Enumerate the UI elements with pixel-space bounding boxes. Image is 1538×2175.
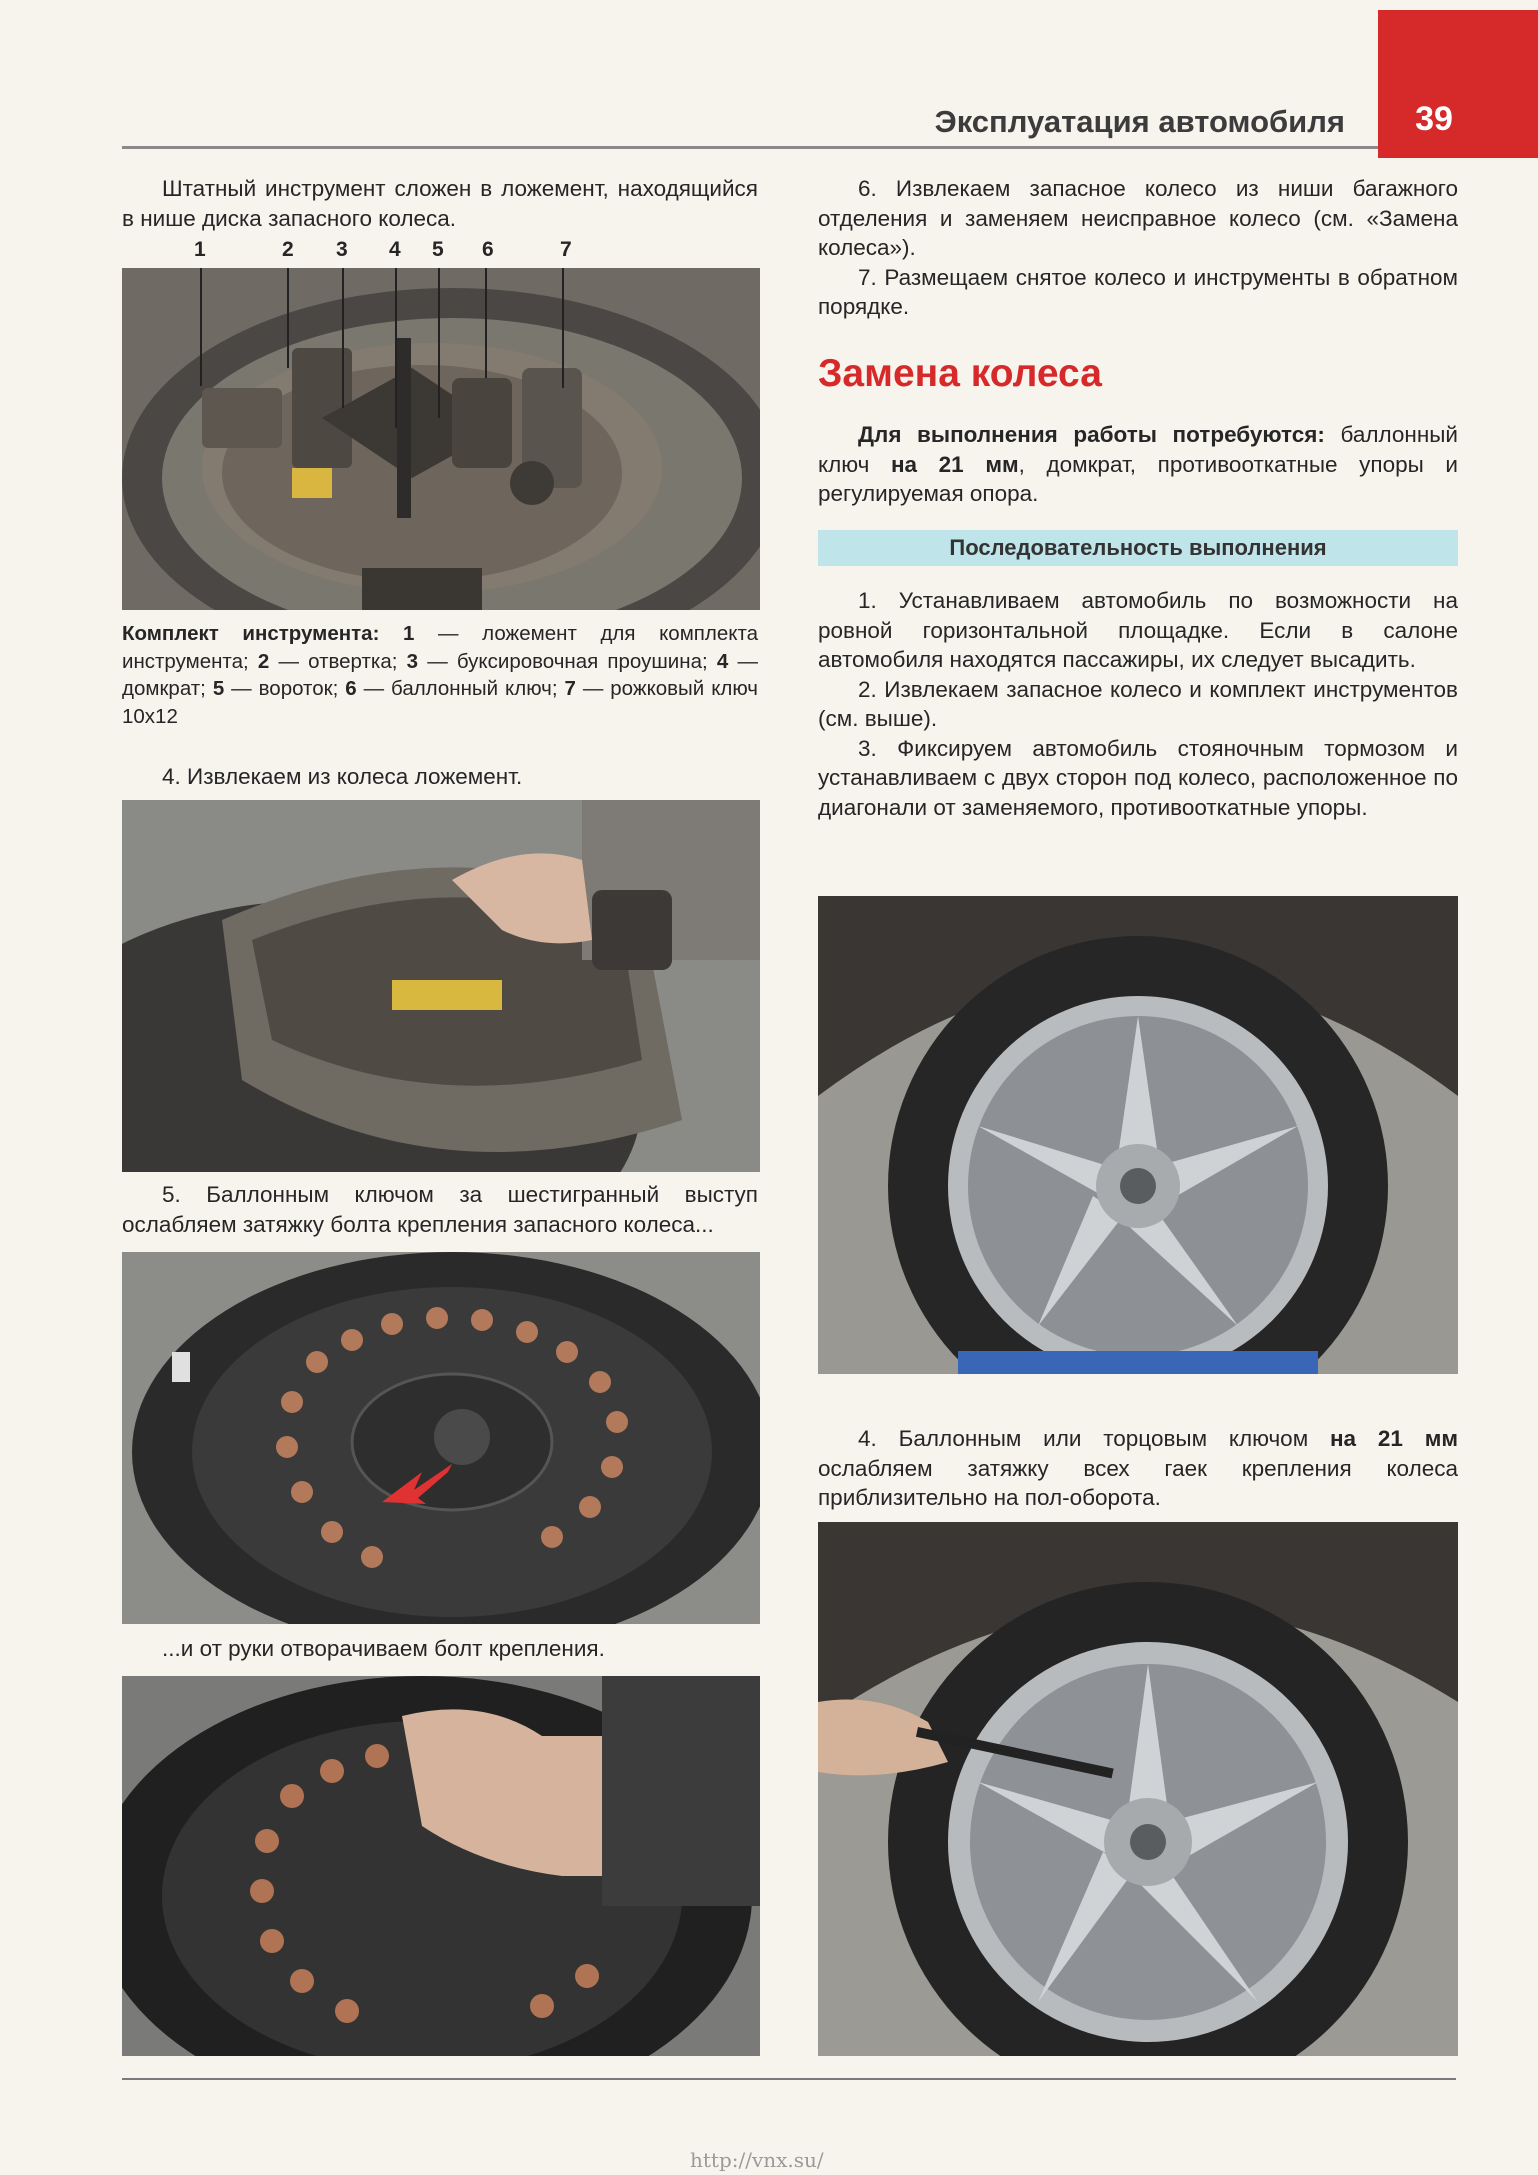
photo-spare-wheel-bolt (122, 1252, 760, 1624)
sequence-bar: Последовательность выполнения (818, 530, 1458, 566)
step-5b-text: ...и от руки отворачиваем болт крепления. (162, 1636, 605, 1661)
photo-loosening-nuts (818, 1522, 1458, 2056)
photo-removing-tray (122, 800, 760, 1172)
callout-7: 7 (560, 238, 572, 261)
sequence-steps: 1. Устанавливаем автомобиль по возможности на ровной горизонтальной площадке. Если в салоне автомобиля находятся пассажиры, их следует высадить. 2. Извлекаем запасное колесо и комплект инструментов (см. выше). 3. Фиксируем автомобиль стояночным тормозом и устанавливаем с двух сторон под колесо, расположенное по диагонали от заменяемого, противооткатные упоры. (818, 588, 1458, 820)
section-heading: Замена колеса (818, 352, 1102, 395)
step-4-right-text: 4. Баллонным или торцовым ключом на 21 мм ослабляем затяжку всех гаек крепления колеса приблизительно на пол-оборота. (818, 1426, 1458, 1510)
callout-4: 4 (389, 238, 401, 261)
callout-5: 5 (432, 238, 444, 261)
step-4-text: 4. Извлекаем из колеса ложемент. (162, 764, 523, 789)
running-header: Эксплуатация автомобиля (934, 104, 1345, 139)
page-number: 39 (1415, 100, 1453, 138)
footer-divider (122, 2078, 1456, 2080)
callout-2: 2 (282, 238, 294, 261)
callout-line-7 (562, 268, 564, 388)
header-divider (122, 146, 1378, 149)
step-6-text: 6. Извлекаем запасное колесо из ниши багажного отделения и заменяем неисправное колесо (см. «Замена колеса»). 7. Размещаем снятое колесо и инструменты в обратном порядке. (818, 176, 1458, 319)
requirements-paragraph: Для выполнения работы потребуются: баллонный ключ на 21 мм, домкрат, противооткатные упоры и регулируемая опора. (818, 422, 1458, 506)
intro-paragraph: Штатный инструмент сложен в ложемент, находящийся в нише диска запасного колеса. (122, 176, 758, 231)
callout-numbers (182, 238, 602, 264)
photo-unscrewing-by-hand (122, 1676, 760, 2056)
callout-line-5 (438, 268, 440, 418)
callout-line-4 (395, 268, 397, 428)
callout-line-3 (342, 268, 344, 408)
callout-line-1 (200, 268, 202, 386)
callout-3: 3 (336, 238, 348, 261)
callout-6: 6 (482, 238, 494, 261)
photo-tool-kit (122, 268, 760, 610)
callout-line-6 (485, 268, 487, 378)
watermark-url: http://vnx.su/ (690, 2148, 824, 2172)
photo-car-wheel (818, 896, 1458, 1374)
callout-1: 1 (194, 238, 206, 261)
callout-line-2 (287, 268, 289, 368)
step-5-text: 5. Баллонным ключом за шестигранный выступ ослабляем затяжку болта крепления запасного колеса... (122, 1182, 758, 1237)
tool-kit-caption: Комплект инструмента: 1 — ложемент для комплекта инструмента; 2 — отвертка; 3 — буксировочная проушина; 4 — домкрат; 5 — вороток; 6 — баллонный ключ; 7 — рожковый ключ 10x12 (122, 622, 759, 728)
